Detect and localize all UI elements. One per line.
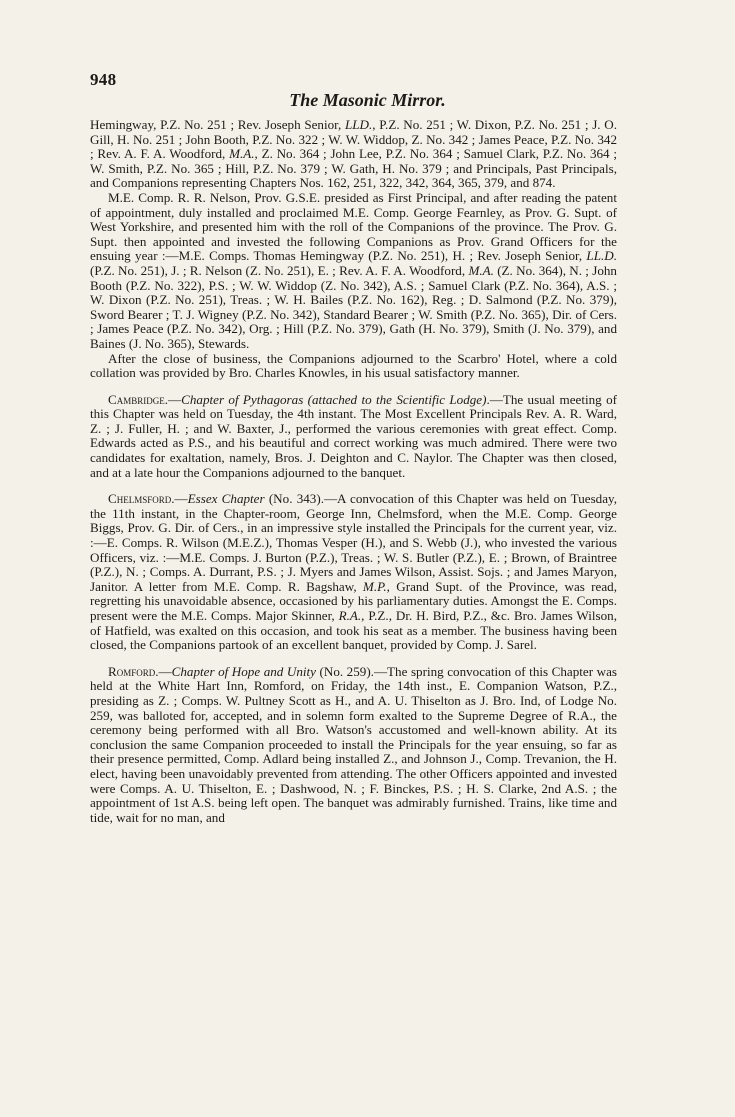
- italic-text: LL.D.: [586, 248, 617, 264]
- text-run: , Grand Supt. of the Province, was read, regretting his unavoidable absence, occasioned by his parliamentary duties. Amongst the E. Comps. present were the M.E. Comps. Major Skinner,: [90, 578, 617, 623]
- running-title: The Masonic Mirror.: [289, 90, 446, 110]
- page-number: 948: [90, 70, 117, 89]
- paragraph: [90, 492, 617, 653]
- italic-text: M.P.: [362, 578, 387, 594]
- text-run: , P.Z., Dr. H. Bird, P.Z., &c. Bro. James Wilson, of Hatfield, was exalted on this occasion, and took his seat as a member. The business having been closed, the Companions partook of an excellent banquet, provided by Comp. J. Sarel.: [90, 608, 617, 653]
- text-run: .—The usual meeting of this Chapter was held on Tuesday, the 4th instant. The Most Excellent Principals Rev. A. R. Ward, Z. ; J. Fuller, H. ; and W. Baxter, J., performed the various ceremonies with great effect. Comp. Edwards acted as P.S., and his beautiful and correct working was much admired. There were two candidates for exaltation, namely, Bros. J. Deighton and C. Naylor. The Chapter was then closed, and at a late hour the Companions adjourned to the banquet.: [90, 391, 617, 480]
- paragraph: [90, 191, 617, 352]
- italic-text: LLD.: [344, 117, 373, 132]
- italic-text: Chapter of Hope and Unity: [171, 663, 316, 679]
- italic-text: R.A.: [338, 608, 362, 623]
- text-run: .—: [164, 391, 182, 407]
- text-run: .—: [155, 663, 172, 679]
- italic-text: M.A.: [468, 262, 494, 278]
- text-run: (No. 343).—A convocation of this Chapter was held on Tuesday, the 11th instant, in the Chapter-room, George Inn, Chelmsford, when the M.E. Comp. George Biggs, Prov. G. Dir. of Cers., in an impressive style installed the Principals for the current year, viz. :—E. Comps. R. Wilson (M.E.Z.), Thomas Vesper (H.), and S. Webb (J.), who invested the various Officers, viz. :—M.E. Comps. J. Burton (P.Z.), Treas. ; W. S. Butler (P.Z.), E. ; Brown, of Braintree (P.Z.), N. ; Comps. A. Durrant, P.S. ; J. Myers and James Wilson, Assist. Sojs. ; and James Maryon, Janitor. A letter from M.E. Comp. R. Bagshaw,: [90, 491, 617, 594]
- text-run: , Z. No. 364 ; John Lee, P.Z. No. 364 ; Samuel Clark, P.Z. No. 364 ; W. Smith, P.Z. No. 365 ; Hill, P.Z. No. 379 ; W. Gath, H. No. 379 ; and Principals, Past Principals, and Companions representing Chapters Nos. 162, 251, 322, 342, 364, 365, 379, and 874.: [90, 146, 617, 191]
- section-heading: Romford: [108, 663, 156, 679]
- paragraph: [90, 393, 617, 481]
- text-run: .—: [171, 491, 188, 507]
- section-heading: Cambridge: [108, 391, 165, 407]
- paragraph: [90, 665, 617, 826]
- italic-text: M.A.: [229, 146, 255, 162]
- page-header: [90, 70, 617, 118]
- text-run: , P.Z. No. 251 ; W. Dixon, P.Z. No. 251 ; J. O. Gill, H. No. 251 ; John Booth, P.Z. No. 322 ; W. W. Widdop, Z. No. 342 ; James Peace, P.Z. No. 342 ; Rev. A. F. A. Woodford,: [90, 117, 617, 162]
- section-heading: Chelmsford: [108, 491, 172, 507]
- text-run: Hemingway, P.Z. No. 251 ; Rev. Joseph Senior,: [90, 117, 345, 132]
- text-run: After the close of business, the Companions adjourned to the Scarbro' Hotel, where a cold collation was provided by Bro. Charles Knowles, in his usual satisfactory manner.: [90, 350, 617, 381]
- text-run: (Z. No. 364), N. ; John Booth (P.Z. No. 322), P.S. ; W. W. Widdop (Z. No. 342), A.S. ; Samuel Clark (P.Z. No. 364), A.S. ; W. Dixon (P.Z. No. 251), Treas. ; W. H. Bailes (P.Z. No. 162), Reg. ; D. Salmond (P.Z. No. 379), Sword Bearer ; T. J. Wigney (P.Z. No. 342), Standard Bearer ; W. Smith (P.Z. No. 365), Dir. of Cers. ; James Peace (P.Z. No. 342), Org. ; Hill (P.Z. No. 379), Gath (H. No. 379), Smith (J. No. 379), and Baines (J. No. 365), Stewards.: [90, 262, 617, 351]
- italic-text: Chapter of Pythagoras (attached to the Scientific Lodge): [181, 391, 487, 407]
- text-run: (P.Z. No. 251), J. ; R. Nelson (Z. No. 251), E. ; Rev. A. F. A. Woodford,: [90, 262, 469, 278]
- text-run: (No. 259).—The spring convocation of this Chapter was held at the White Hart Inn, Romford, on Friday, the 14th inst., E. Companion Watson, P.Z., presiding as Z. ; Comps. W. Pultney Scott as H., and A. U. Thiselton as J. Bro. Ind, of Lodge No. 259, was balloted for, accepted, and in solemn form exalted to the Supreme Degree of R.A., the ceremony being performed with all Bro. Watson's accustomed and well-known ability. At its conclusion the same Companion proceeded to install the Principals for the year ensuing, so far as their presence permitted, Comp. Adlard being installed Z., and Johnson J., Comp. Trevanion, the H. elect, having been unavoidably prevented from attending. The other Officers appointed and invested were Comps. A. U. Thiselton, E. ; Dashwood, N. ; F. Binckes, P.S. ; H. S. Clarke, 2nd A.S. ; the appointment of 1st A.S. being left open. The banquet was admirably furnished. Trains, like time and tide, wait for no man, and: [90, 663, 617, 825]
- body-text: [90, 118, 617, 825]
- paragraph: [90, 118, 617, 191]
- italic-text: Essex Chapter: [187, 491, 265, 507]
- text-run: M.E. Comp. R. R. Nelson, Prov. G.S.E. presided as First Principal, and after reading the patent of appointment, duly installed and proclaimed M.E. Comp. George Fearnley, as Prov. G. Supt. of West Yorkshire, and presented him with the roll of the Companions of the province. The Prov. G. Supt. then appointed and invested the following Companions as Prov. Grand Officers for the ensuing year :—M.E. Comps. Thomas Hemingway (P.Z. No. 251), H. ; Rev. Joseph Senior,: [90, 189, 617, 264]
- paragraph: [90, 352, 617, 381]
